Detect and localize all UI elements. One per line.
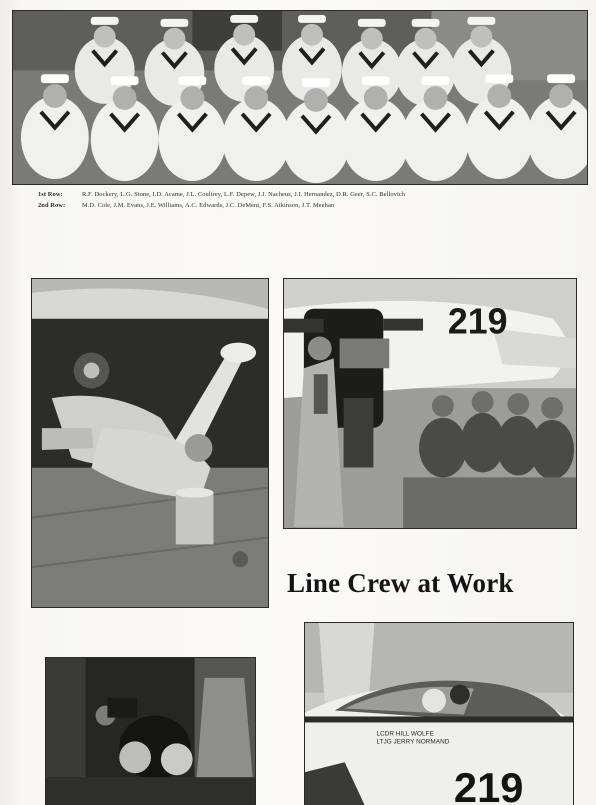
caption-row-1-names: R.F. Dockery, L.G. Stone, I.D. Acame, J.L. Coultrey, L.F. Depew, J.J. Nacheus, J.I. Hernandez, D.R. Geer, S.C. Bellovich <box>82 191 406 198</box>
canopy-name-line-2: LTJG JERRY NORMAND <box>376 738 450 746</box>
canopy-name-line-1: LCDR HILL WOLFE <box>376 730 434 738</box>
line-crew-group-photo <box>12 10 588 185</box>
page-title: Line Crew at Work <box>287 568 514 598</box>
jet-cockpit-photo-image <box>305 623 573 805</box>
group-photo-image <box>13 11 587 184</box>
jet-cockpit-photo <box>304 622 574 805</box>
caption-row-2 <box>38 202 334 209</box>
pilot-and-crew-photo <box>283 278 577 529</box>
crewman-wiping-aircraft-photo <box>31 278 269 608</box>
caption-row-1-label: 1st Row: <box>38 191 63 198</box>
cockpit-photo-image <box>284 279 576 528</box>
jet-number-219: 219 <box>453 763 524 805</box>
wiping-photo-image <box>32 279 268 607</box>
caption-row-1 <box>38 191 405 198</box>
caption-row-2-label: 2nd Row: <box>38 202 66 209</box>
caption-row-2-names: M.D. Cole, J.M. Evans, J.E. Williams, A.C. Edwards, J.C. DeMent, F.S. Atkinson, J.T. Meehan <box>82 202 335 209</box>
aircraft-number-219: 219 <box>447 301 508 342</box>
crew-members-photo <box>45 657 256 805</box>
bottom-left-photo-image <box>46 658 255 805</box>
